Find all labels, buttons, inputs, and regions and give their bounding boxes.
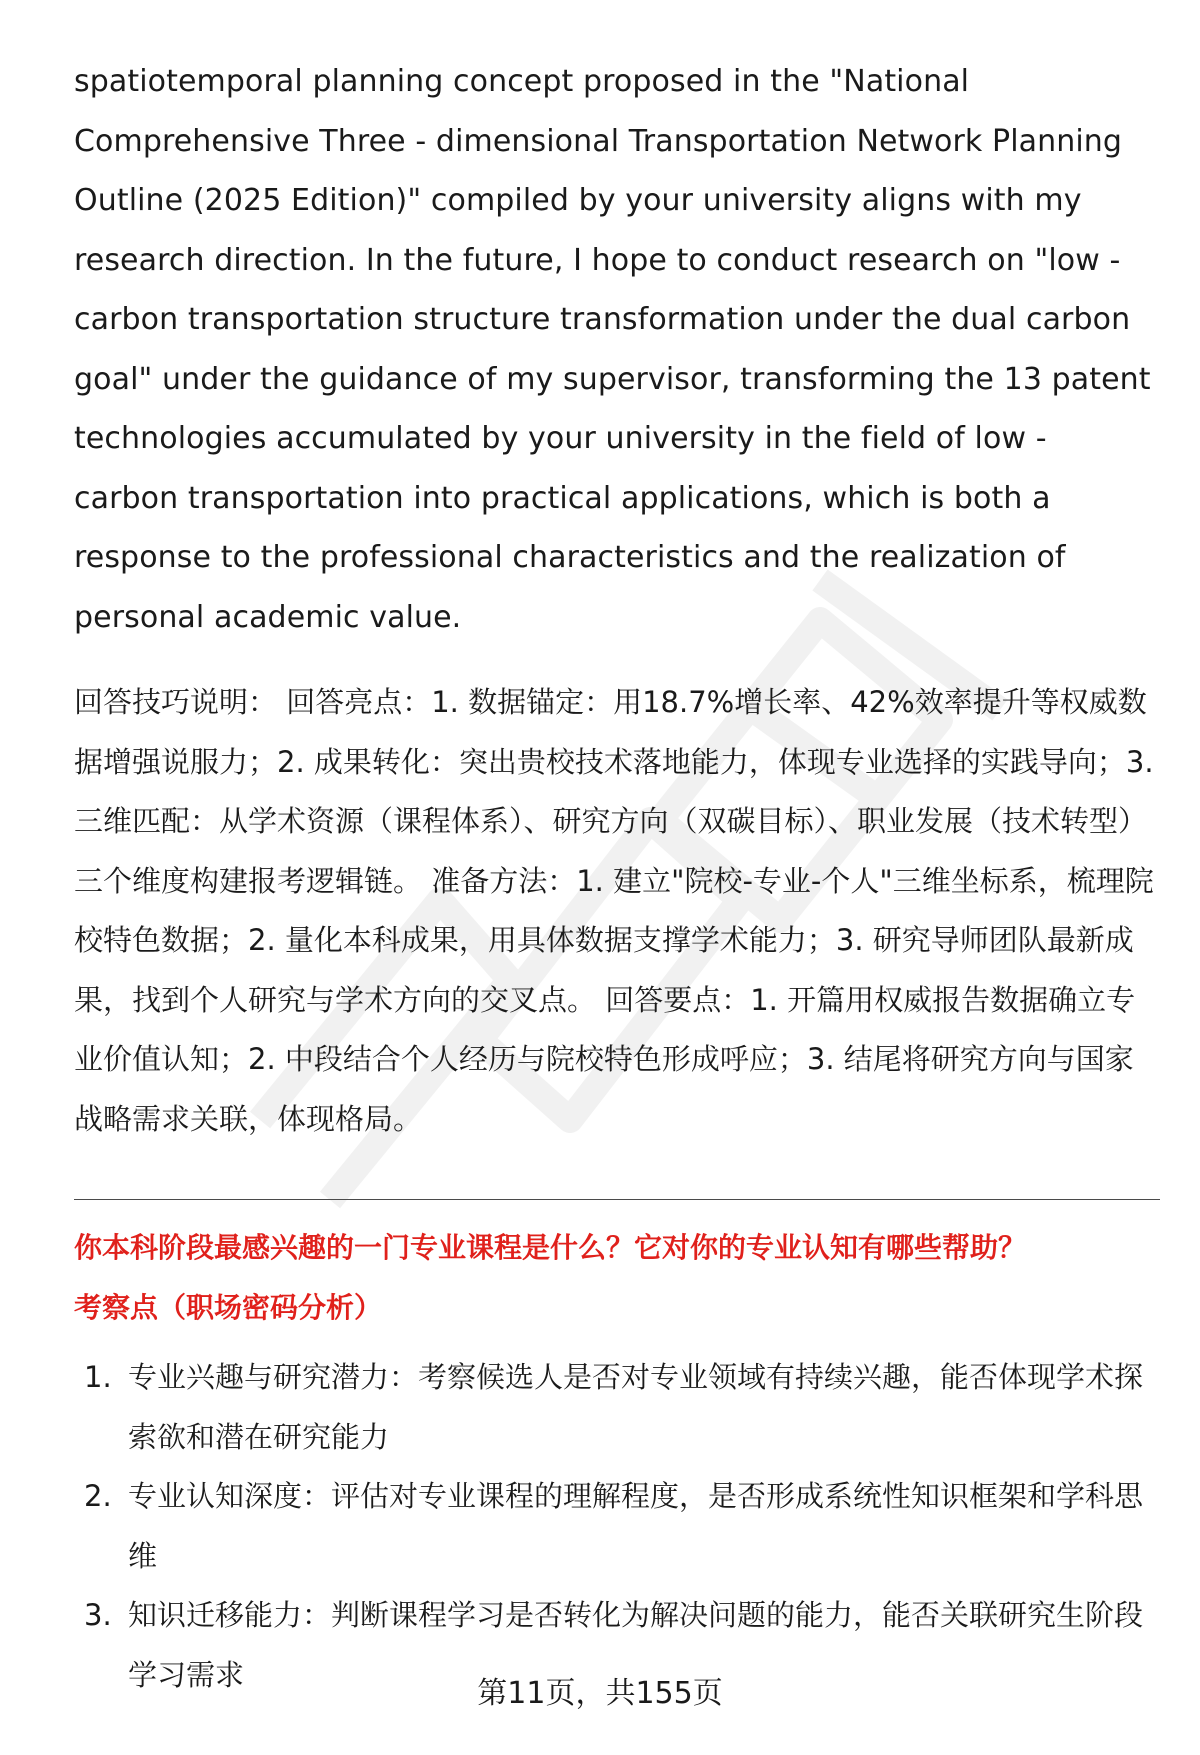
list-item-number: 1. xyxy=(84,1360,112,1394)
list-item-text: 专业认知深度：评估对专业课程的理解程度，是否形成系统性知识框架和学科思维 xyxy=(128,1479,1144,1573)
list-item-number: 2. xyxy=(84,1479,112,1513)
list-item xyxy=(74,1348,1160,1467)
assessment-points-heading: 考察点（职场密码分析） xyxy=(74,1291,383,1324)
answer-tips-paragraph: 回答技巧说明： 回答亮点：1. 数据锚定：用18.7%增长率、42%效率提升等权威数据增强说服力；2. 成果转化：突出贵校技术落地能力，体现专业选择的实践导向；3. 三维匹配：从学术资源（课程体系）、研究方向（双碳目标）、职业发展（技术转型）三个维度构建报考逻辑链。 准备方法：1. 建立"院校-专业-个人"三维坐标系，梳理院校特色数据；2. 量化本科成果，用具体数据支撑学术能力；3. 研究导师团队最新成果，找到个人研究与学术方向的交叉点。 回答要点：1. 开篇用权威报告数据确立专业价值认知；2. 中段结合个人经历与院校特色形成呼应；3. 结尾将研究方向与国家战略需求关联，体现格局。 xyxy=(74,685,1154,1136)
list-item-text: 知识迁移能力：判断课程学习是否转化为解决问题的能力，能否关联研究生阶段学习需求 xyxy=(128,1598,1144,1692)
list-item-text: 专业兴趣与研究潜力：考察候选人是否对专业领域有持续兴趣，能否体现学术探索欲和潜在研究能力 xyxy=(128,1360,1144,1454)
section-divider xyxy=(74,1199,1160,1200)
assessment-points-list xyxy=(74,1348,1160,1705)
english-answer-paragraph: spatiotemporal planning concept proposed in the "National Comprehensive Three - dimensional Transportation Network Planning Outline (2025 Edition)" compiled by your university aligns with my research direction. In the future, I hope to conduct research on "low - carbon transportation structure transformation under the dual carbon goal" under the guidance of my supervisor, transforming the 13 patent technologies accumulated by your university in the field of low - carbon transportation into practical applications, which is both a response to the professional characteristics and the realization of personal academic value. xyxy=(74,64,1151,635)
main-content xyxy=(74,52,1160,1705)
list-item-number: 3. xyxy=(84,1598,112,1632)
page-number-footer: 第11页，共155页 xyxy=(477,1676,723,1711)
question-title: 你本科阶段最感兴趣的一门专业课程是什么？它对你的专业认知有哪些帮助？ xyxy=(74,1231,1027,1264)
list-item xyxy=(74,1467,1160,1586)
